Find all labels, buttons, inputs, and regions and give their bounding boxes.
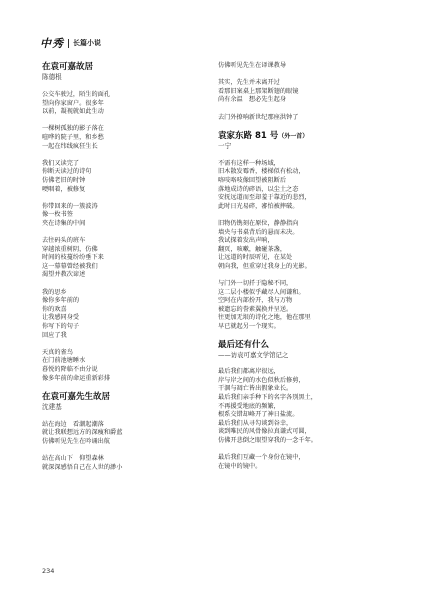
poem-line: 此时日光易碎，審怕被摔破。 <box>218 202 299 210</box>
poem-line: 暮悦的降临不由分说 <box>42 366 98 373</box>
stanza-break <box>42 151 210 160</box>
poem-title: 在袁可嘉先生故居 <box>42 391 111 402</box>
poem-title: 在袁可嘉故居 <box>42 62 94 72</box>
stanza-break <box>42 340 210 349</box>
poem-line: 咯吱咯吱像回望被阻断后 <box>218 176 287 184</box>
poem-line: 在镜中的镜中。 <box>218 462 262 470</box>
poem-line: 时间的枝蔓纷纷垂下来 <box>42 254 104 262</box>
poem-title <box>218 131 386 142</box>
poem-line: 哽咽着，被修复 <box>42 185 86 193</box>
poem-title-num: 81 <box>254 130 267 141</box>
poem-line: 墙央与书桌背后的悬而未决。 <box>218 228 299 236</box>
poem-line: 往更加无垠的诗化之地，他在那里 <box>218 314 311 322</box>
poem-line: 这一幕幕曾经被我们 <box>42 262 98 270</box>
poem-line: 像多年前的命运重新彩排 <box>42 374 111 382</box>
poem-line: 岸与岸之间的水色似秋后修剪， <box>218 376 305 384</box>
stanza-break <box>42 229 210 238</box>
section-label: 长篇小说 <box>73 39 101 47</box>
poem-line: 让远道的时辰听见，在某处 <box>218 254 293 262</box>
poem-line: 一棵树孤独的影子落在 <box>42 125 104 133</box>
poem-line: 我的思乡 <box>42 288 67 296</box>
poem-line: 其实，先生并未离开过 <box>218 79 280 87</box>
poem-line: 空阿在内部扮开，我与万物 <box>218 297 293 305</box>
poem-line: 去门外撩响新世纪那座洪钟了 <box>218 113 299 121</box>
poem-line: 不再援受地底的频繁， <box>218 402 280 410</box>
poem-line: 站在海边 看潮起潮落 <box>42 420 104 428</box>
magazine-logo: 中秀 <box>40 37 64 50</box>
poem-line: 仿佛老旧的时钟 <box>42 176 86 184</box>
stanza-break <box>42 194 210 203</box>
poem-line: 最后我们从寻勾谈到谷幸， <box>218 419 293 427</box>
right-column <box>218 62 386 471</box>
header-divider <box>68 39 69 48</box>
poem-line: 渴望并教次谛述 <box>42 271 86 279</box>
poem-line: 根系交错却峰开了神日盐流。 <box>218 411 299 419</box>
poem-line: 落地成诗的碎语，以尘土之态 <box>218 185 299 193</box>
poem-subtitle: ——访袁可嘉文学馆记之 <box>218 351 289 360</box>
poem-line: 谈到唯民的风骨像拉真谦式可圆， <box>218 428 311 436</box>
stanza-break <box>218 211 386 220</box>
poem-line: 去往码头的班车 <box>42 237 86 245</box>
poem-title-tag: （外一首） <box>278 132 309 140</box>
poem-line: 就深深感悟自己在人世的渺小 <box>42 463 123 471</box>
stanza-break <box>42 280 210 289</box>
poem-line: 尚有余温 想必先生起身 <box>218 96 287 104</box>
poem-line: 穿越浓重树阴，仿佛 <box>42 245 98 253</box>
poem-line: 旧物仍镌刻在原位，静静指向 <box>218 219 299 227</box>
poem-line: 安抚远道而至却羞于靠近的悲烈， <box>218 194 311 202</box>
poem-line: 在门前池塘睡水 <box>42 357 86 365</box>
poem-line: 仿佛听见先生在译课教导 <box>218 62 287 69</box>
poem-line: 仿佛开悲倒之眼望穿我的一念千年。 <box>218 436 317 444</box>
page-number: 234 <box>42 567 55 575</box>
poem-line: 翻页，咳嗽，触碰茶盏， <box>218 245 287 253</box>
poem-line: 天真的雀鸟 <box>42 348 73 356</box>
poem-line: 一起在纬线疯狂生长 <box>42 142 98 150</box>
stanza-break <box>218 446 386 455</box>
poem-line: 望向你家窗户。很多年 <box>42 99 104 107</box>
poem-title: 最后还有什么 <box>218 340 270 351</box>
poem-line: 以前，凝视就如此生动 <box>42 108 104 116</box>
stanza-break <box>218 271 386 280</box>
poem-line: 这二层小楼似乎藏尽人间谦和。 <box>218 288 305 296</box>
poem-line: 像一枚书签 <box>42 211 73 219</box>
poem-line: 公交车驶过，陌生的面孔 <box>42 91 111 98</box>
poem-line: 仿佛听见先生在吟诵出航 <box>42 437 111 445</box>
stanza-break <box>42 447 210 456</box>
poem-line: 最后我们互藏一个身份在镜中， <box>218 454 305 462</box>
poem-line: 让我感同身受 <box>42 314 80 322</box>
poem-line: 你断天读过的诗句 <box>42 168 92 176</box>
poem-line: 你的欢喜 <box>42 305 67 313</box>
stanza-break <box>218 332 386 341</box>
poem-author: 一宁 <box>218 141 232 150</box>
poem-line: 我试探着发出声响， <box>218 237 274 245</box>
poem-line: 与门外一切扦于隐秘不同， <box>218 280 293 288</box>
stanza-break <box>42 383 210 392</box>
poem-line: 最后我们都离岸很远， <box>218 368 280 376</box>
stanza-break <box>218 105 386 114</box>
poem-title-prefix: 袁家东路 <box>218 130 255 141</box>
poem-line: 我们又读完了 <box>42 159 80 167</box>
poem-line: 看那旧案桌上那架断翅的眼镜 <box>218 87 299 95</box>
poem-line: 被遗忘的誊素翼换并呈送。 <box>218 305 293 313</box>
poem-line: 朝向我，但重穿过我身上的光影。 <box>218 262 311 270</box>
poem-line: 旧木散发霉香，楼梯似有松动， <box>218 168 305 176</box>
poem-title-suffix: 号 <box>266 130 279 141</box>
poem-line: 最后我们亲手种下的名字各别黑土， <box>218 394 317 401</box>
poem-line: 干涸与凋亡皆出假象业长。 <box>218 385 293 393</box>
poem-line: 早已就起另一个现实。 <box>218 323 280 331</box>
poem-line: 不需有这样一种场域， <box>218 159 280 167</box>
left-column <box>42 62 210 472</box>
stanza-break <box>218 71 386 80</box>
poem-author: 沈建基 <box>42 402 62 411</box>
poem-line: 就让我联想远方的深瘦和爵蓝 <box>42 429 123 437</box>
poem-line: 夹在诗集的中间 <box>42 219 86 227</box>
poem-line: 你带回来的一簇波涛 <box>42 202 98 210</box>
stanza-break <box>218 122 386 131</box>
poem-author: 陈德根 <box>42 73 62 81</box>
poem-line: 回应了我 <box>42 331 67 339</box>
poem-line: 你写下的句子 <box>42 323 80 331</box>
poem-line: 站在高山下 仰望森林 <box>42 455 104 463</box>
poem-line: 喧哗的院子里，和乡愁 <box>42 133 104 141</box>
page-header <box>40 36 101 50</box>
poem-line: 像你多年前的 <box>42 297 80 305</box>
